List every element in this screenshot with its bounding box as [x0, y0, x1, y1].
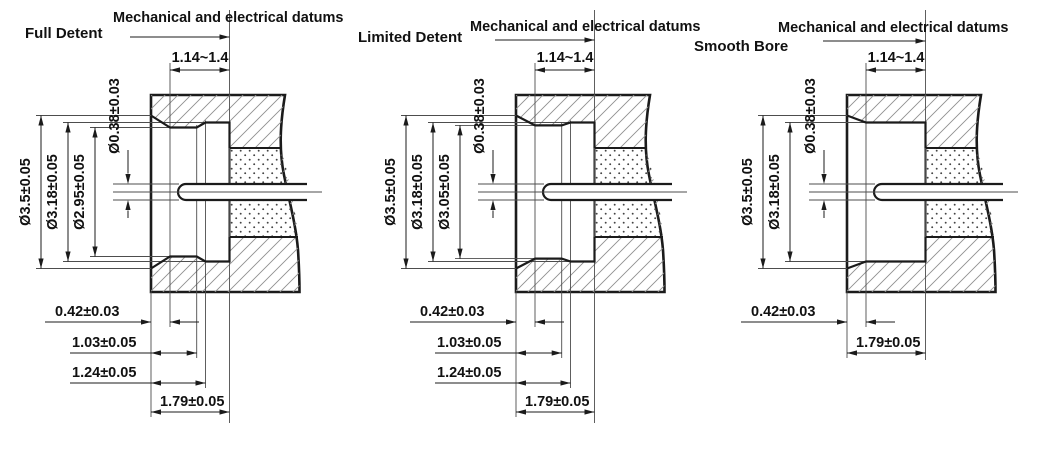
arrowhead-left [535, 67, 545, 72]
arrowhead-up [821, 200, 826, 210]
dim-label-top: 1.14~1.4 [536, 50, 594, 66]
arrowhead-left [866, 67, 876, 72]
arrowhead-right [187, 350, 197, 355]
dim-label-depth-1: 1.03±0.05 [72, 335, 137, 351]
dim-label-pin-diameter: Ø0.38±0.03 [107, 78, 123, 154]
arrowhead-right [916, 38, 926, 43]
panel-smooth-bore [694, 10, 1018, 360]
datum-label: Mechanical and electrical datums [470, 19, 701, 35]
arrowhead-down [760, 259, 765, 269]
dim-label-diameter-2: Ø2.95±0.05 [72, 154, 88, 230]
arrowhead-left [170, 67, 180, 72]
arrowhead-left [516, 380, 526, 385]
arrowhead-right [220, 34, 230, 39]
dim-label-depth-0: 0.42±0.03 [55, 304, 120, 320]
dim-label-diameter-1: Ø3.18±0.05 [410, 154, 426, 230]
arrowhead-down [92, 247, 97, 257]
arrowhead-left [847, 350, 857, 355]
arrowhead-down [65, 252, 70, 262]
panel-title: Limited Detent [358, 29, 463, 46]
arrowhead-up [65, 123, 70, 133]
panel-full-detent [18, 10, 343, 423]
arrowhead-right [585, 409, 595, 414]
arrowhead-down [125, 174, 130, 184]
arrowhead-right [220, 409, 230, 414]
dim-label-diameter-2: Ø3.05±0.05 [437, 154, 453, 230]
arrowhead-down [38, 259, 43, 269]
arrowhead-down [430, 252, 435, 262]
arrowhead-right [220, 67, 230, 72]
arrowhead-right [837, 319, 847, 324]
panel-title: Full Detent [25, 25, 103, 42]
arrowhead-right [585, 37, 595, 42]
arrowhead-left [516, 409, 526, 414]
arrowhead-left [151, 380, 161, 385]
dim-label-top: 1.14~1.4 [171, 50, 229, 66]
dim-label-diameter-0: Ø3.5±0.05 [383, 158, 399, 226]
dim-label-diameter-1: Ø3.18±0.05 [45, 154, 61, 230]
dim-label-diameter-0: Ø3.5±0.05 [18, 158, 34, 226]
dim-label-depth-0: 0.42±0.03 [751, 304, 816, 320]
dim-label-depth-2: 1.24±0.05 [72, 365, 137, 381]
arrowhead-right [552, 350, 562, 355]
dim-label-diameter-1: Ø3.18±0.05 [767, 154, 783, 230]
arrowhead-left [866, 319, 876, 324]
dim-label-pin-diameter: Ø0.38±0.03 [472, 78, 488, 154]
dim-label-depth-2: 1.24±0.05 [437, 365, 502, 381]
arrowhead-right [585, 67, 595, 72]
panels-root [18, 10, 1018, 423]
dim-label-diameter-0: Ø3.5±0.05 [740, 158, 756, 226]
arrowhead-right [196, 380, 206, 385]
arrowhead-left [151, 409, 161, 414]
dim-label-depth-1: 1.79±0.05 [856, 335, 921, 351]
arrowhead-up [787, 123, 792, 133]
arrowhead-up [430, 123, 435, 133]
panel-title: Smooth Bore [694, 38, 789, 55]
arrowhead-down [821, 174, 826, 184]
arrowhead-left [535, 319, 545, 324]
arrowhead-right [561, 380, 571, 385]
arrowhead-right [506, 319, 516, 324]
arrowhead-up [125, 200, 130, 210]
dim-label-depth-0: 0.42±0.03 [420, 304, 485, 320]
dim-label-depth-3: 1.79±0.05 [525, 394, 590, 410]
dim-label-depth-1: 1.03±0.05 [437, 335, 502, 351]
dim-label-top: 1.14~1.4 [867, 50, 925, 66]
arrowhead-up [457, 125, 462, 135]
arrowhead-down [490, 174, 495, 184]
arrowhead-right [141, 319, 151, 324]
dim-label-depth-3: 1.79±0.05 [160, 394, 225, 410]
arrowhead-left [170, 319, 180, 324]
arrowhead-left [151, 350, 161, 355]
datum-label: Mechanical and electrical datums [778, 20, 1009, 36]
arrowhead-right [916, 67, 926, 72]
dim-label-pin-diameter: Ø0.38±0.03 [803, 78, 819, 154]
panel-limited-detent [358, 10, 700, 423]
arrowhead-up [760, 116, 765, 126]
datum-label: Mechanical and electrical datums [113, 10, 344, 26]
arrowhead-up [490, 200, 495, 210]
arrowhead-down [457, 249, 462, 259]
arrowhead-up [403, 116, 408, 126]
arrowhead-up [38, 116, 43, 126]
arrowhead-down [787, 252, 792, 262]
arrowhead-down [403, 259, 408, 269]
arrowhead-up [92, 128, 97, 138]
arrowhead-right [916, 350, 926, 355]
arrowhead-left [516, 350, 526, 355]
